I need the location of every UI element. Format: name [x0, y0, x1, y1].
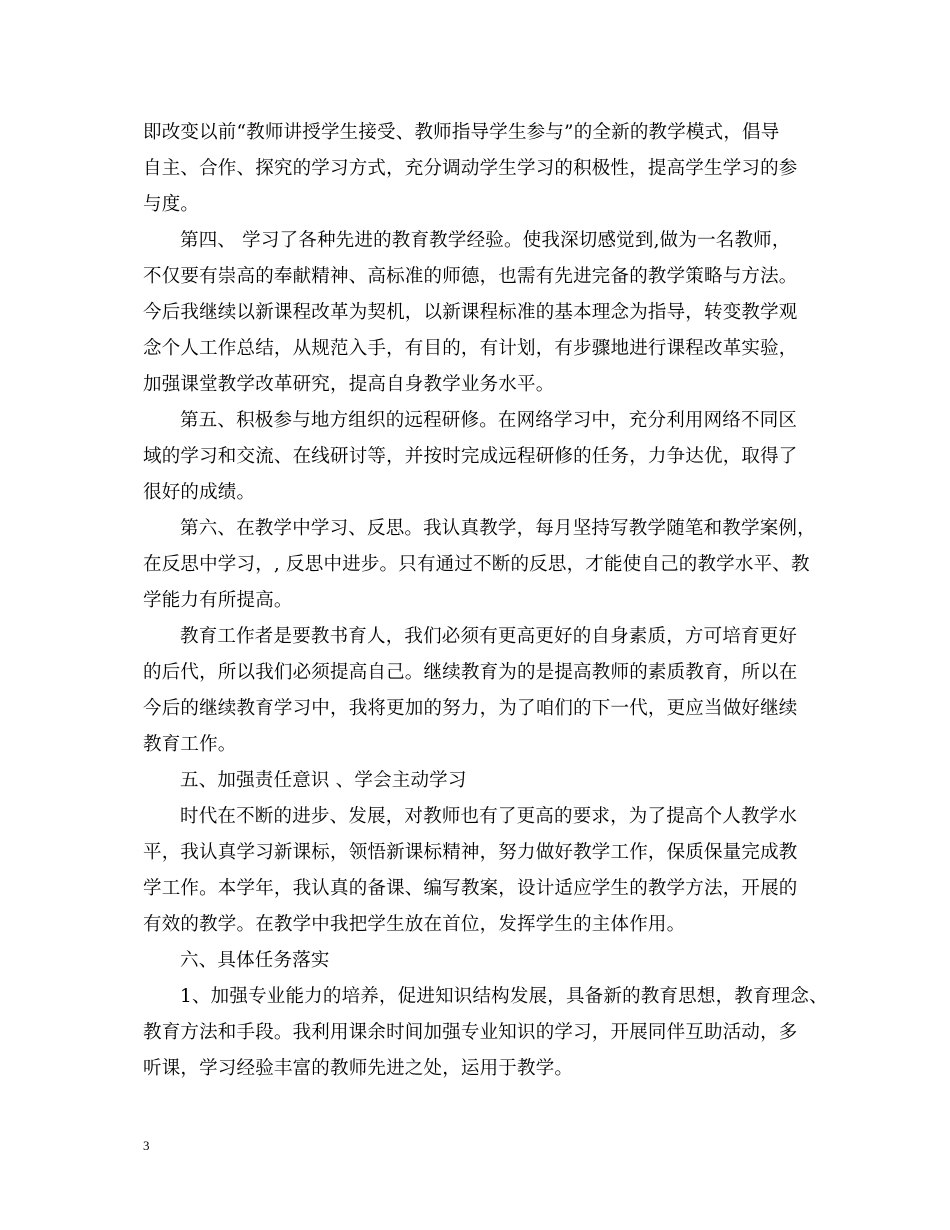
text-line: 教育方法和手段。我利用课余时间加强专业知识的学习，开展同伴互助活动，多	[143, 1022, 798, 1043]
section-heading: 五、加强责任意识 、学会主动学习	[180, 770, 467, 791]
text-line: 自主、合作、探究的学习方式，充分调动学生学习的积极性，提高学生学习的参	[143, 158, 798, 179]
section-heading: 六、具体任务落实	[180, 950, 330, 971]
text-line: 不仅要有崇高的奉献精神、高标准的师德，也需有先进完备的教学策略与方法。	[143, 266, 798, 287]
text-line: 今后我继续以新课程改革为契机，以新课程标准的基本理念为指导，转变教学观	[143, 302, 798, 323]
text-line: 平，我认真学习新课标，领悟新课标精神，努力做好教学工作，保质保量完成教	[143, 842, 798, 863]
text-line: 的后代，所以我们必须提高自己。继续教育为的是提高教师的素质教育，所以在	[143, 662, 798, 683]
text-line: 加强课堂教学改革研究，提高自身教学业务水平。	[143, 374, 555, 395]
text-line: 教育工作者是要教书育人，我们必须有更高更好的自身素质，方可培育更好	[180, 626, 798, 647]
text-line: 念个人工作总结，从规范入手，有目的，有计划，有步骤地进行课程改革实验，	[143, 338, 798, 359]
text-line: 第四、 学习了各种先进的教育教学经验。使我深切感觉到,做为一名教师，	[180, 230, 791, 251]
text-line: 与度。	[143, 194, 200, 215]
text-line: 今后的继续教育学习中，我将更加的努力，为了咱们的下一代，更应当做好继续	[143, 698, 798, 719]
text-line: 很好的成绩。	[143, 482, 256, 503]
text-line: 第五、积极参与地方组织的远程研修。在网络学习中，充分利用网络不同区	[180, 410, 798, 431]
text-line: 域的学习和交流、在线研讨等，并按时完成远程研修的任务，力争达优，取得了	[143, 446, 798, 467]
text-line: 时代在不断的进步、发展，对教师也有了更高的要求，为了提高个人教学水	[180, 806, 798, 827]
text-line: 学工作。本学年，我认真的备课、编写教案，设计适应学生的教学方法，开展的	[143, 878, 798, 899]
text-line: 有效的教学。在教学中我把学生放在首位，发挥学生的主体作用。	[143, 914, 686, 935]
text-line: 第六、在教学中学习、反思。我认真教学，每月坚持写教学随笔和教学案例，	[180, 518, 816, 539]
text-line: 1、加强专业能力的培养，促进知识结构发展，具备新的教育思想，教育理念、	[180, 986, 828, 1007]
text-line: 在反思中学习，, 反思中进步。只有通过不断的反思，才能使自己的教学水平、教	[143, 554, 810, 575]
text-line: 即改变以前“教师讲授学生接受、教师指导学生参与”的全新的教学模式，倡导	[143, 122, 780, 143]
text-line: 听课，学习经验丰富的教师先进之处，运用于教学。	[143, 1058, 574, 1079]
text-line: 教育工作。	[143, 734, 237, 755]
text-line: 学能力有所提高。	[143, 590, 293, 611]
page-number: 3	[143, 1138, 150, 1153]
